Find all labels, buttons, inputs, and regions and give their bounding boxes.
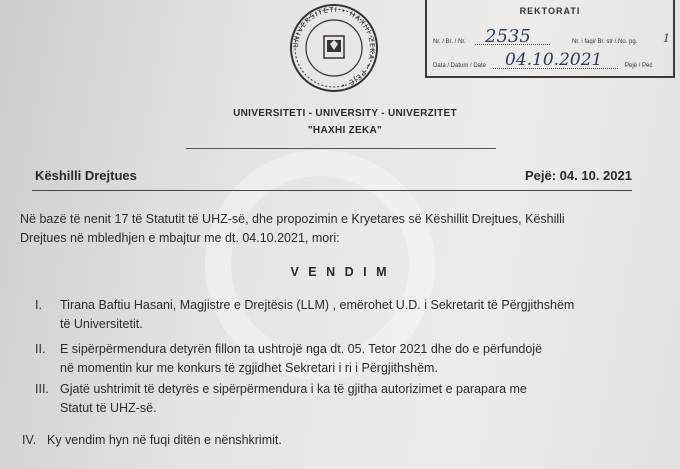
stamp-date-value: 04.10.2021	[505, 50, 603, 70]
item-text-line-2: të Universitetit.	[60, 317, 143, 331]
header-divider	[186, 148, 496, 149]
issuer: Këshilli Drejtues	[35, 168, 137, 183]
stamp-nr-value: 2535	[485, 26, 531, 47]
place-date: Pejë: 04. 10. 2021	[525, 168, 632, 183]
item-text-line-1: Ky vendim hyn në fuqi ditën e nënshkrimit.	[47, 433, 282, 447]
item-text-line-1: Gjatë ushtrimit të detyrës e sipërpërmendura i ka të gjitha autorizimet e parapara me	[60, 382, 527, 396]
item-number: III.	[35, 382, 49, 396]
item-text-line-2: Statut të UHZ-së.	[60, 401, 157, 415]
decision-heading: V E N D I M	[290, 265, 390, 279]
meta-divider	[32, 190, 632, 191]
intro-line-1: Në bazë të nenit 17 të Statutit të UHZ-së, dhe propozimin e Kryetares së Këshillit Drejtues, Këshilli	[20, 212, 565, 226]
item-number: II.	[35, 342, 46, 356]
university-line: UNIVERSITETI - UNIVERSITY - UNIVERZITET	[233, 108, 457, 119]
stamp-title: REKTORATI	[519, 6, 581, 16]
svg-text:UNIVERSITETI • HAXHI ZEKA • PE: UNIVERSITETI • HAXHI ZEKA • PEJË •	[291, 5, 377, 90]
item-number: IV.	[22, 433, 37, 447]
stamp-faqe-label: Nr. i faqi/ Br. str / No. pg.	[572, 39, 638, 45]
stamp-nr-label: Nr. / Br. / Nr.	[433, 39, 466, 45]
stamp-city-label: Pejë / Peć	[625, 63, 653, 69]
intro-paragraph	[20, 210, 660, 248]
stamp-faqe-value: 1	[663, 32, 670, 45]
item-text-line-1: E sipërpërmendura detyrën fillon ta ushtrojë nga dt. 05. Tetor 2021 dhe do e përfundojë	[60, 342, 543, 356]
university-name: "HAXHI ZEKA"	[307, 125, 383, 136]
item-number: I.	[35, 298, 42, 312]
item-text-line-2: në momentin kur me konkurs të zgjidhet Sekretari i ri i Përgjithshëm.	[60, 361, 438, 375]
intro-line-2: Drejtues në mbledhjen e mbajtur me dt. 04.10.2021, mori:	[20, 231, 340, 245]
item-text-line-1: Tirana Baftiu Hasani, Magjistre e Drejtësis (LLM) , emërohet U.D. i Sekretarit të Përgjithshëm	[60, 298, 575, 312]
registry-stamp	[425, 0, 675, 78]
stamp-date-label: Data / Datum / Date	[433, 63, 487, 69]
university-seal-icon	[280, 2, 388, 94]
